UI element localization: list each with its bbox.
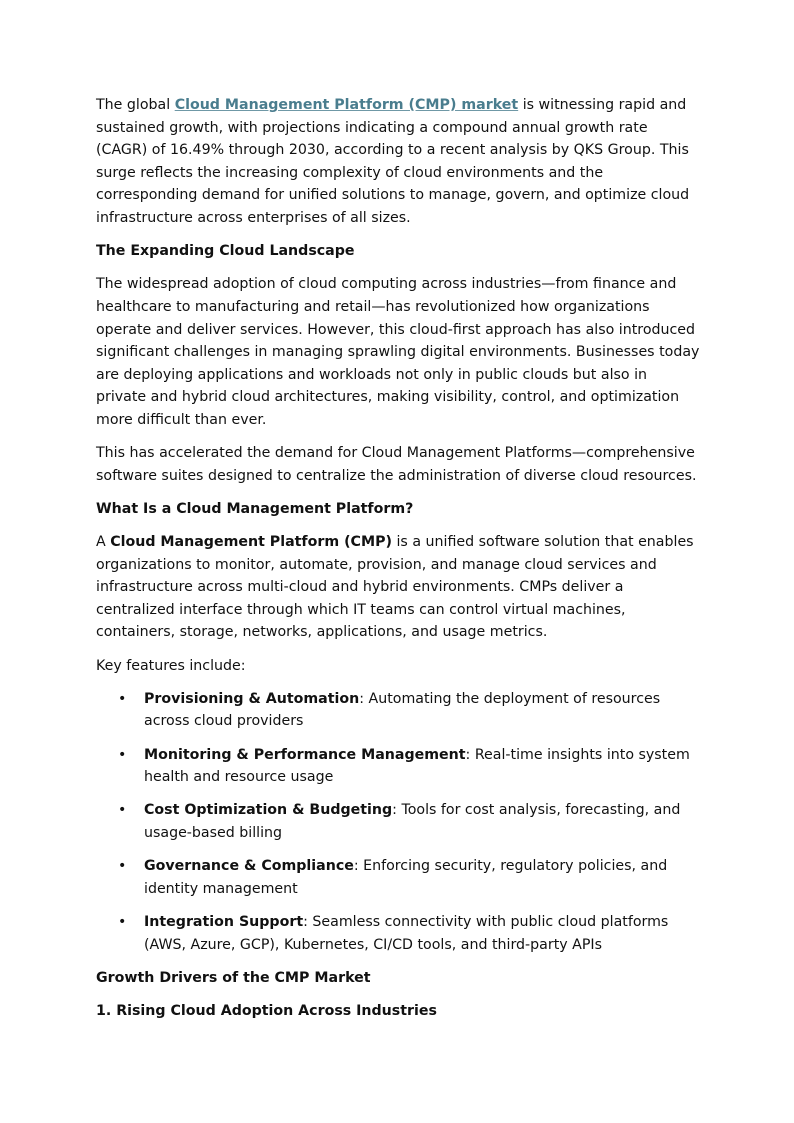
cmp-market-link[interactable]: Cloud Management Platform (CMP) market bbox=[174, 97, 519, 113]
features-intro: Key features include: bbox=[96, 657, 246, 674]
feature-title: Provisioning & Automation bbox=[144, 690, 360, 707]
heading-growth-drivers: Growth Drivers of the CMP Market bbox=[96, 969, 371, 986]
intro-paragraph bbox=[96, 94, 700, 230]
bullet-icon: • bbox=[118, 913, 127, 930]
heading-rising-cloud-adoption: 1. Rising Cloud Adoption Across Industries bbox=[96, 1002, 437, 1019]
bullet-icon: • bbox=[118, 858, 127, 875]
bullet-icon: • bbox=[118, 690, 127, 707]
list-item bbox=[96, 688, 700, 733]
feature-desc: : Real-time insights into system health and resource usage bbox=[144, 746, 690, 786]
list-item bbox=[96, 744, 700, 789]
cmp-definition-paragraph bbox=[96, 531, 700, 644]
feature-desc: : Seamless connectivity with public cloud platforms (AWS, Azure, GCP), Kubernetes, CI/CD tools, and third-party APIs bbox=[144, 913, 669, 953]
definition-prefix: A bbox=[96, 534, 111, 551]
feature-title: Integration Support bbox=[144, 913, 304, 930]
list-item bbox=[96, 911, 700, 956]
feature-desc: : Tools for cost analysis, forecasting, and usage-based billing bbox=[144, 802, 681, 841]
document-page bbox=[96, 94, 700, 1033]
features-list bbox=[96, 688, 700, 956]
bullet-icon: • bbox=[118, 746, 127, 763]
definition-term: Cloud Management Platform (CMP) bbox=[110, 534, 392, 551]
feature-desc: : Automating the deployment of resources across cloud providers bbox=[144, 690, 661, 730]
intro-prefix: The global bbox=[96, 97, 175, 113]
heading-what-is-cmp: What Is a Cloud Management Platform? bbox=[96, 500, 414, 517]
list-item bbox=[96, 855, 700, 900]
feature-title: Monitoring & Performance Management bbox=[144, 746, 466, 763]
list-item bbox=[96, 799, 700, 844]
definition-suffix: is a unified software solution that enables organizations to monitor, automate, provision, and manage cloud services and infrastructure across multi-cloud and hybrid environments. CMPs deliver a centralized interface through which IT teams can control virtual machines, containers, storage, networks, applications, and usage metrics. bbox=[96, 534, 694, 641]
feature-title: Cost Optimization & Budgeting bbox=[144, 802, 393, 819]
bullet-icon: • bbox=[118, 802, 127, 819]
intro-suffix: is witnessing rapid and sustained growth, with projections indicating a compound annual growth rate (CAGR) of 16.49% through 2030, according to a recent analysis by QKS Group. This surge reflects the increasing complexity of cloud environments and the corresponding demand for unified solutions to manage, govern, and optimize cloud infrastructure across enterprises of all sizes. bbox=[96, 97, 690, 226]
feature-title: Governance & Compliance bbox=[144, 858, 354, 875]
landscape-paragraph: The widespread adoption of cloud computing across industries—from finance and healthcare to manufacturing and retail—has revolutionized how organizations operate and deliver services. However, this cloud-first approach has also introduced significant challenges in managing sprawling digital environments. Businesses today are deploying applications and workloads not only in public clouds but also in private and hybrid cloud architectures, making visibility, control, and optimization more difficult than ever. bbox=[96, 276, 700, 428]
heading-expanding-cloud-landscape: The Expanding Cloud Landscape bbox=[96, 243, 355, 260]
feature-desc: : Enforcing security, regulatory policies, and identity management bbox=[144, 858, 668, 897]
demand-paragraph: This has accelerated the demand for Cloud Management Platforms—comprehensive software suites designed to centralize the administration of diverse cloud resources. bbox=[96, 445, 697, 484]
